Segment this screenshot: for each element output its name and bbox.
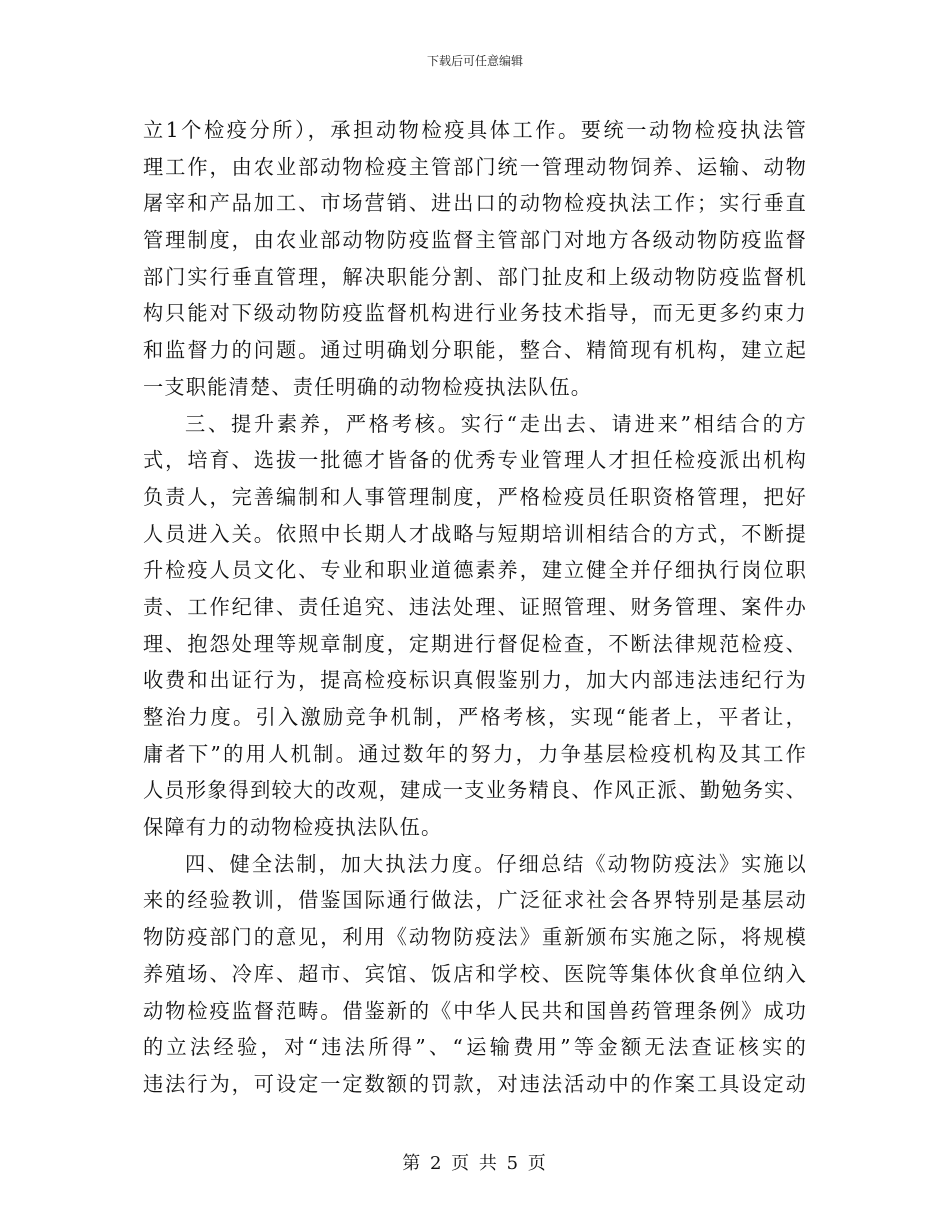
text-line: 构只能对下级动物防疫监督机构进行业务技术指导，而无更多约束力 xyxy=(143,301,807,326)
text-line: 四、健全法制，加大执法力度。仔细总结《动物防疫法》实施以 xyxy=(185,851,807,876)
text-line: 三、提升素养，严格考核。实行“走出去、请进来”相结合的方 xyxy=(185,411,807,436)
text-line: 人员形象得到较大的改观，建成一支业务精良、作风正派、勤勉务实、 xyxy=(143,778,807,803)
text-line: 升检疫人员文化、专业和职业道德素养，建立健全并仔细执行岗位职 xyxy=(143,558,807,583)
text-line: 式，培育、选拔一批德才皆备的优秀专业管理人才担任检疫派出机构 xyxy=(143,448,807,473)
text-line: 屠宰和产品加工、市场营销、进出口的动物检疫执法工作；实行垂直 xyxy=(143,191,807,216)
text-line: 的立法经验，对“违法所得”、“运输费用”等金额无法查证核实的 xyxy=(143,1035,807,1060)
page-header: 下载后可任意编辑 xyxy=(426,54,523,68)
text-line: 养殖场、冷库、超市、宾馆、饭店和学校、医院等集体伙食单位纳入 xyxy=(143,961,807,986)
text-line: 一支职能清楚、责任明确的动物检疫执法队伍。 xyxy=(143,374,593,399)
text-line: 动物检疫监督范畴。借鉴新的《中华人民共和国兽药管理条例》成功 xyxy=(143,998,807,1023)
text-line: 和监督力的问题。通过明确划分职能，整合、精简现有机构，建立起 xyxy=(143,338,807,363)
page-footer: 第 2 页 共 5 页 xyxy=(402,1153,548,1174)
text-line: 负责人，完善编制和人事管理制度，严格检疫员任职资格管理，把好 xyxy=(143,484,807,509)
text-line: 违法行为，可设定一定数额的罚款，对违法活动中的作案工具设定动 xyxy=(143,1071,807,1096)
text-line: 收费和出证行为，提高检疫标识真假鉴别力，加大内部违法违纪行为 xyxy=(143,668,807,693)
text-line: 立1个检疫分所），承担动物检疫具体工作。要统一动物检疫执法管 xyxy=(143,118,807,142)
text-line: 管理制度，由农业部动物防疫监督主管部门对地方各级动物防疫监督 xyxy=(143,228,807,253)
document-body xyxy=(143,112,807,1103)
text-line: 整治力度。引入激励竞争机制，严格考核，实现“能者上，平者让， xyxy=(143,705,807,729)
text-line: 理、抱怨处理等规章制度，定期进行督促检查，不断法律规范检疫、 xyxy=(143,631,807,656)
text-line: 物防疫部门的意见，利用《动物防疫法》重新颁布实施之际，将规模 xyxy=(143,925,807,950)
text-line: 来的经验教训，借鉴国际通行做法，广泛征求社会各界特别是基层动 xyxy=(143,888,807,913)
text-line: 责、工作纪律、责任追究、违法处理、证照管理、财务管理、案件办 xyxy=(143,594,807,619)
text-line: 理工作，由农业部动物检疫主管部门统一管理动物饲养、运输、动物 xyxy=(143,154,807,179)
text-line: 部门实行垂直管理，解决职能分割、部门扯皮和上级动物防疫监督机 xyxy=(143,264,807,289)
text-line: 人员进入关。依照中长期人才战略与短期培训相结合的方式，不断提 xyxy=(143,521,807,546)
text-line: 保障有力的动物检疫执法队伍。 xyxy=(143,815,443,840)
text-line: 庸者下”的用人机制。通过数年的努力，力争基层检疫机构及其工作 xyxy=(143,741,807,766)
